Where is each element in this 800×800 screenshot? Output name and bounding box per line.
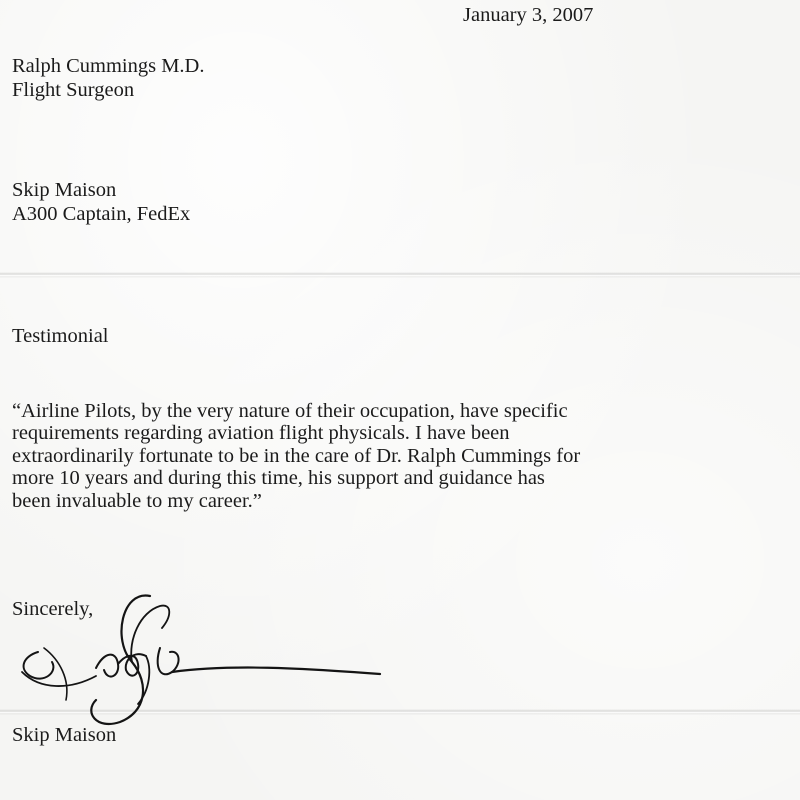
recipient-name: Skip Maison: [12, 179, 117, 201]
testimonial-body: [12, 400, 742, 512]
sender-title: Flight Surgeon: [12, 79, 135, 101]
sender-block: [12, 54, 205, 102]
body-line: “Airline Pilots, by the very nature of their occupation, have specific: [12, 400, 568, 422]
letter-date: January 3, 2007: [463, 4, 594, 26]
body-line: more 10 years and during this time, his support and guidance has: [12, 467, 545, 490]
signer-name: Skip Maison: [12, 724, 117, 746]
paper-fold-crease: [0, 709, 800, 715]
body-line: been invaluable to my career.”: [12, 489, 262, 512]
body-line: requirements regarding aviation flight physicals. I have been: [12, 422, 510, 445]
sender-name: Ralph Cummings M.D.: [12, 55, 205, 77]
letter-subject: Testimonial: [12, 325, 109, 347]
recipient-block: [12, 178, 190, 226]
letter-closing: Sincerely,: [12, 598, 94, 620]
paper-fold-crease: [0, 272, 800, 278]
body-line: extraordinarily fortunate to be in the care of Dr. Ralph Cummings for: [12, 444, 581, 467]
recipient-title: A300 Captain, FedEx: [12, 203, 191, 225]
